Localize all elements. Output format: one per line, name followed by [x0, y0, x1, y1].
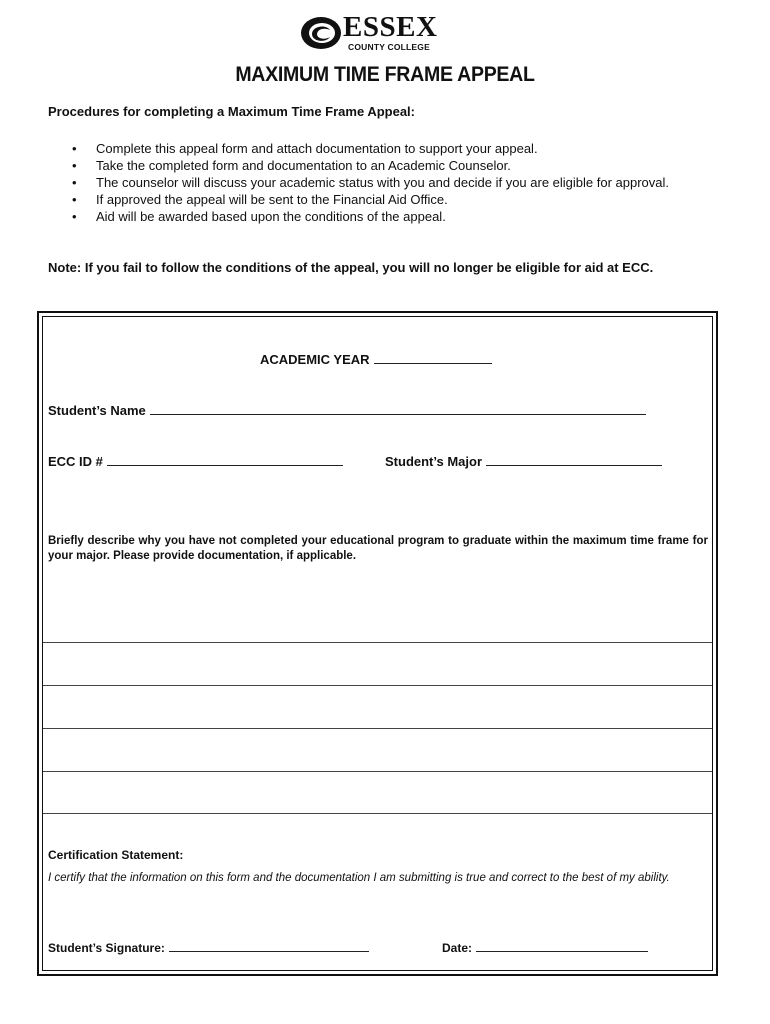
ecc-id-input[interactable]	[107, 453, 343, 466]
academic-year-input[interactable]	[374, 351, 492, 364]
explanation-line-4[interactable]	[43, 771, 712, 772]
explanation-line-3[interactable]	[43, 728, 712, 729]
eligibility-note: Note: If you fail to follow the conditions of the appeal, you will no longer be eligible for aid at ECC.	[48, 260, 654, 275]
page-title: MAXIMUM TIME FRAME APPEAL	[235, 63, 535, 86]
explanation-line-2[interactable]	[43, 685, 712, 686]
procedures-list	[48, 140, 676, 225]
list-item: • Take the completed form and documentation to an Academic Counselor.	[48, 157, 676, 174]
list-item: • Complete this appeal form and attach documentation to support your appeal.	[48, 140, 676, 157]
academic-year-field	[260, 351, 492, 367]
ecc-id-label: ECC ID #	[48, 454, 103, 469]
student-name-field	[48, 402, 646, 418]
student-name-input[interactable]	[150, 402, 646, 415]
list-item: • Aid will be awarded based upon the conditions of the appeal.	[48, 208, 676, 225]
signature-field	[48, 939, 369, 955]
explanation-prompt: Briefly describe why you have not completed your educational program to graduate within the maximum time frame for your major. Please provide documentation, if applicable.	[48, 535, 708, 562]
list-item: • If approved the appeal will be sent to the Financial Aid Office.	[48, 191, 676, 208]
certification-heading: Certification Statement:	[48, 848, 184, 862]
signature-label: Student’s Signature:	[48, 941, 165, 955]
explanation-line-5[interactable]	[43, 813, 712, 814]
logo-wordmark: ESSEX	[343, 11, 438, 43]
ecc-id-field	[48, 453, 343, 469]
date-label: Date:	[442, 941, 473, 955]
explanation-line-1[interactable]	[43, 642, 712, 643]
date-field	[442, 939, 648, 955]
essex-county-college-logo	[300, 13, 440, 55]
signature-input[interactable]	[169, 939, 369, 952]
student-major-field	[385, 453, 662, 469]
list-item: • The counselor will discuss your academic status with you and decide if you are eligible for approval.	[48, 174, 676, 191]
student-major-input[interactable]	[486, 453, 662, 466]
academic-year-label: ACADEMIC YEAR	[260, 352, 370, 367]
procedures-heading: Procedures for completing a Maximum Time Frame Appeal:	[48, 104, 415, 119]
date-input[interactable]	[476, 939, 648, 952]
certification-statement: I certify that the information on this form and the documentation I am submitting is true and correct to the best of my ability.	[48, 872, 670, 884]
student-major-label: Student’s Major	[385, 454, 483, 469]
essex-swirl-icon	[300, 15, 344, 51]
logo-subtitle: COUNTY COLLEGE	[348, 42, 430, 52]
student-name-label: Student’s Name	[48, 403, 146, 418]
